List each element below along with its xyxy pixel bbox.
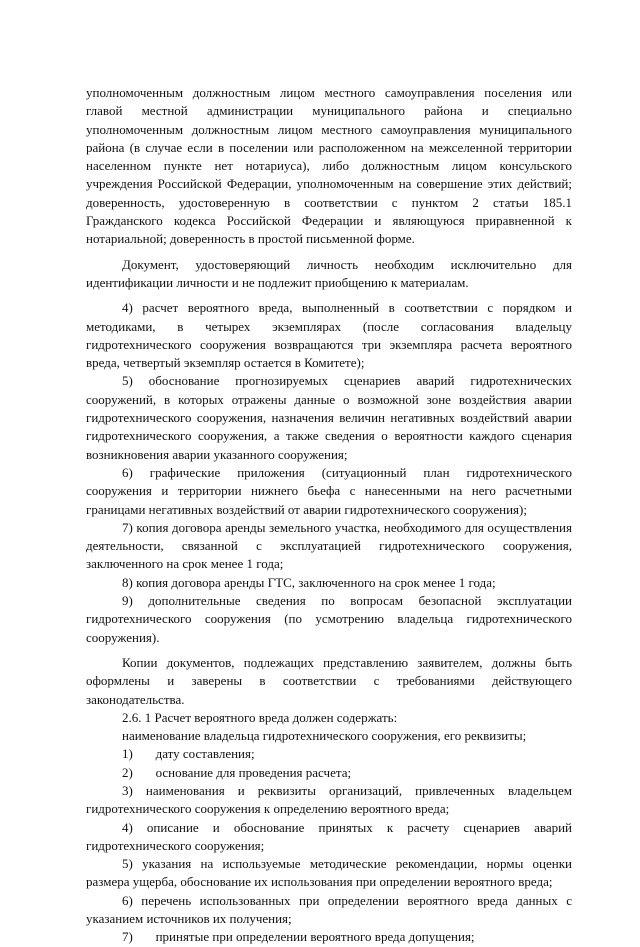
list-item-9 bbox=[86, 592, 572, 647]
text-line: 2) основание для проведения расчета; bbox=[122, 764, 352, 780]
text-line: доверенность, удостоверенную в соответствии с пунктом 2 статьи 185.1 bbox=[86, 194, 572, 210]
text-line: оформлены и заверены в соответствии с требованиями действующего bbox=[86, 673, 572, 689]
text-line: гидротехнического сооружения к определению вероятного вреда; bbox=[86, 801, 450, 817]
text-line: уполномоченным должностным лицом местного самоуправления муниципального bbox=[86, 121, 572, 137]
text-line: 7) принятые при определении вероятного вреда допущения; bbox=[122, 929, 475, 945]
text-line: гидротехнического сооружения, назначения величин негативных воздействий аварии bbox=[86, 410, 572, 426]
text-line: размера ущерба, обоснование их использования при определении вероятного вреда; bbox=[86, 874, 553, 890]
section-heading: 2.6. 1 Расчет вероятного вреда должен содержать: bbox=[122, 709, 398, 725]
text-line: 6) перечень использованных при определении вероятного вреда данных с bbox=[122, 892, 572, 908]
text-line: законодательства. bbox=[86, 691, 185, 707]
text-line: 5) указания на используемые методические рекомендации, нормы оценки bbox=[122, 856, 572, 872]
text-line: методиками, в четырех экземплярах (после согласования владельцу bbox=[86, 318, 572, 334]
text-line: гидротехнического сооружения; bbox=[86, 837, 265, 853]
text-line: 3) наименования и реквизиты организаций, привлеченных владельцем bbox=[122, 782, 572, 798]
calc-item-6 bbox=[86, 892, 572, 929]
text-line: гидротехнического сооружения возвращаются три экземпляра расчета вероятного bbox=[86, 336, 572, 352]
text-line: учреждения Российской Федерации, уполномоченным на совершение этих действий; bbox=[86, 176, 572, 192]
list-item-5 bbox=[86, 372, 572, 463]
text-line: нотариальной; доверенность в простой письменной форме. bbox=[86, 231, 415, 247]
document-body bbox=[86, 84, 572, 947]
text-line: сооружения и территории нижнего бьефа с нанесенными на него расчетными bbox=[86, 483, 572, 499]
text-line: деятельности, связанной с эксплуатацией гидротехнического сооружения, bbox=[86, 538, 572, 554]
text-line: 8) копия договора аренды ГТС, заключенного на срок менее 1 года; bbox=[122, 574, 496, 590]
text-line: вреда, четвертый экземпляр остается в Комитете); bbox=[86, 355, 365, 371]
paragraph-copies bbox=[86, 654, 572, 709]
text-line: 7) копия договора аренды земельного участка, необходимого для осуществления bbox=[122, 519, 572, 535]
text-line: гидротехнического сооружения (по усмотрению владельца гидротехнического bbox=[86, 611, 572, 627]
paragraph-identity-document bbox=[86, 256, 572, 293]
text-line: главой местной администрации муниципального района и специально bbox=[86, 103, 572, 119]
calc-item-2 bbox=[86, 764, 572, 782]
text-line: 1) дату составления; bbox=[122, 746, 255, 762]
text-line: указанием источников их получения; bbox=[86, 911, 292, 927]
text-line: наименование владельца гидротехнического сооружения, его реквизиты; bbox=[122, 728, 527, 744]
text-line: Копии документов, подлежащих представлению заявителем, должны быть bbox=[122, 654, 572, 670]
text-line: 6) графические приложения (ситуационный план гидротехнического bbox=[122, 464, 572, 480]
list-item-8 bbox=[86, 574, 572, 592]
text-line: границами негативных воздействий от аварии гидротехнического сооружения); bbox=[86, 501, 527, 517]
section-2-6-1-heading bbox=[86, 709, 572, 746]
text-line: сооружений, в которых отражены данные о возможной зоне воздействия аварии bbox=[86, 391, 572, 407]
text-line: Документ, удостоверяющий личность необходим исключительно для bbox=[122, 256, 572, 272]
calc-item-3 bbox=[86, 782, 572, 819]
text-line: заключенного на срок менее 1 года; bbox=[86, 556, 284, 572]
text-line: 9) дополнительные сведения по вопросам безопасной эксплуатации bbox=[122, 593, 572, 609]
list-item-6 bbox=[86, 464, 572, 519]
text-line: района (в случае если в поселении или расположенном на межселенной территории bbox=[86, 139, 572, 155]
text-line: идентификации личности и не подлежит приобщению к материалам. bbox=[86, 274, 469, 290]
paragraph-power-of-attorney bbox=[86, 84, 572, 249]
text-line: гидротехнического сооружения, а также сведения о вероятности каждого сценария bbox=[86, 428, 572, 444]
text-line: возникновения аварии указанного сооружения; bbox=[86, 446, 348, 462]
list-item-4 bbox=[86, 299, 572, 372]
text-line: 4) описание и обоснование принятых к расчету сценариев аварий bbox=[122, 819, 572, 835]
calc-item-4 bbox=[86, 819, 572, 856]
text-line: Гражданского кодекса Российской Федерации и являющуюся приравненной к bbox=[86, 213, 572, 229]
list-item-7 bbox=[86, 519, 572, 574]
calc-item-5 bbox=[86, 855, 572, 892]
calc-item-1 bbox=[86, 745, 572, 763]
text-line: 4) расчет вероятного вреда, выполненный в соответствии с порядком и bbox=[122, 300, 572, 316]
text-line: 5) обоснование прогнозируемых сценариев аварий гидротехнических bbox=[122, 373, 572, 389]
text-line: уполномоченным должностным лицом местного самоуправления поселения или bbox=[86, 85, 572, 100]
calc-item-7 bbox=[86, 928, 572, 946]
text-line: населенном пункте нет нотариуса), либо должностным лицом консульского bbox=[86, 158, 572, 174]
text-line: сооружения). bbox=[86, 629, 160, 645]
